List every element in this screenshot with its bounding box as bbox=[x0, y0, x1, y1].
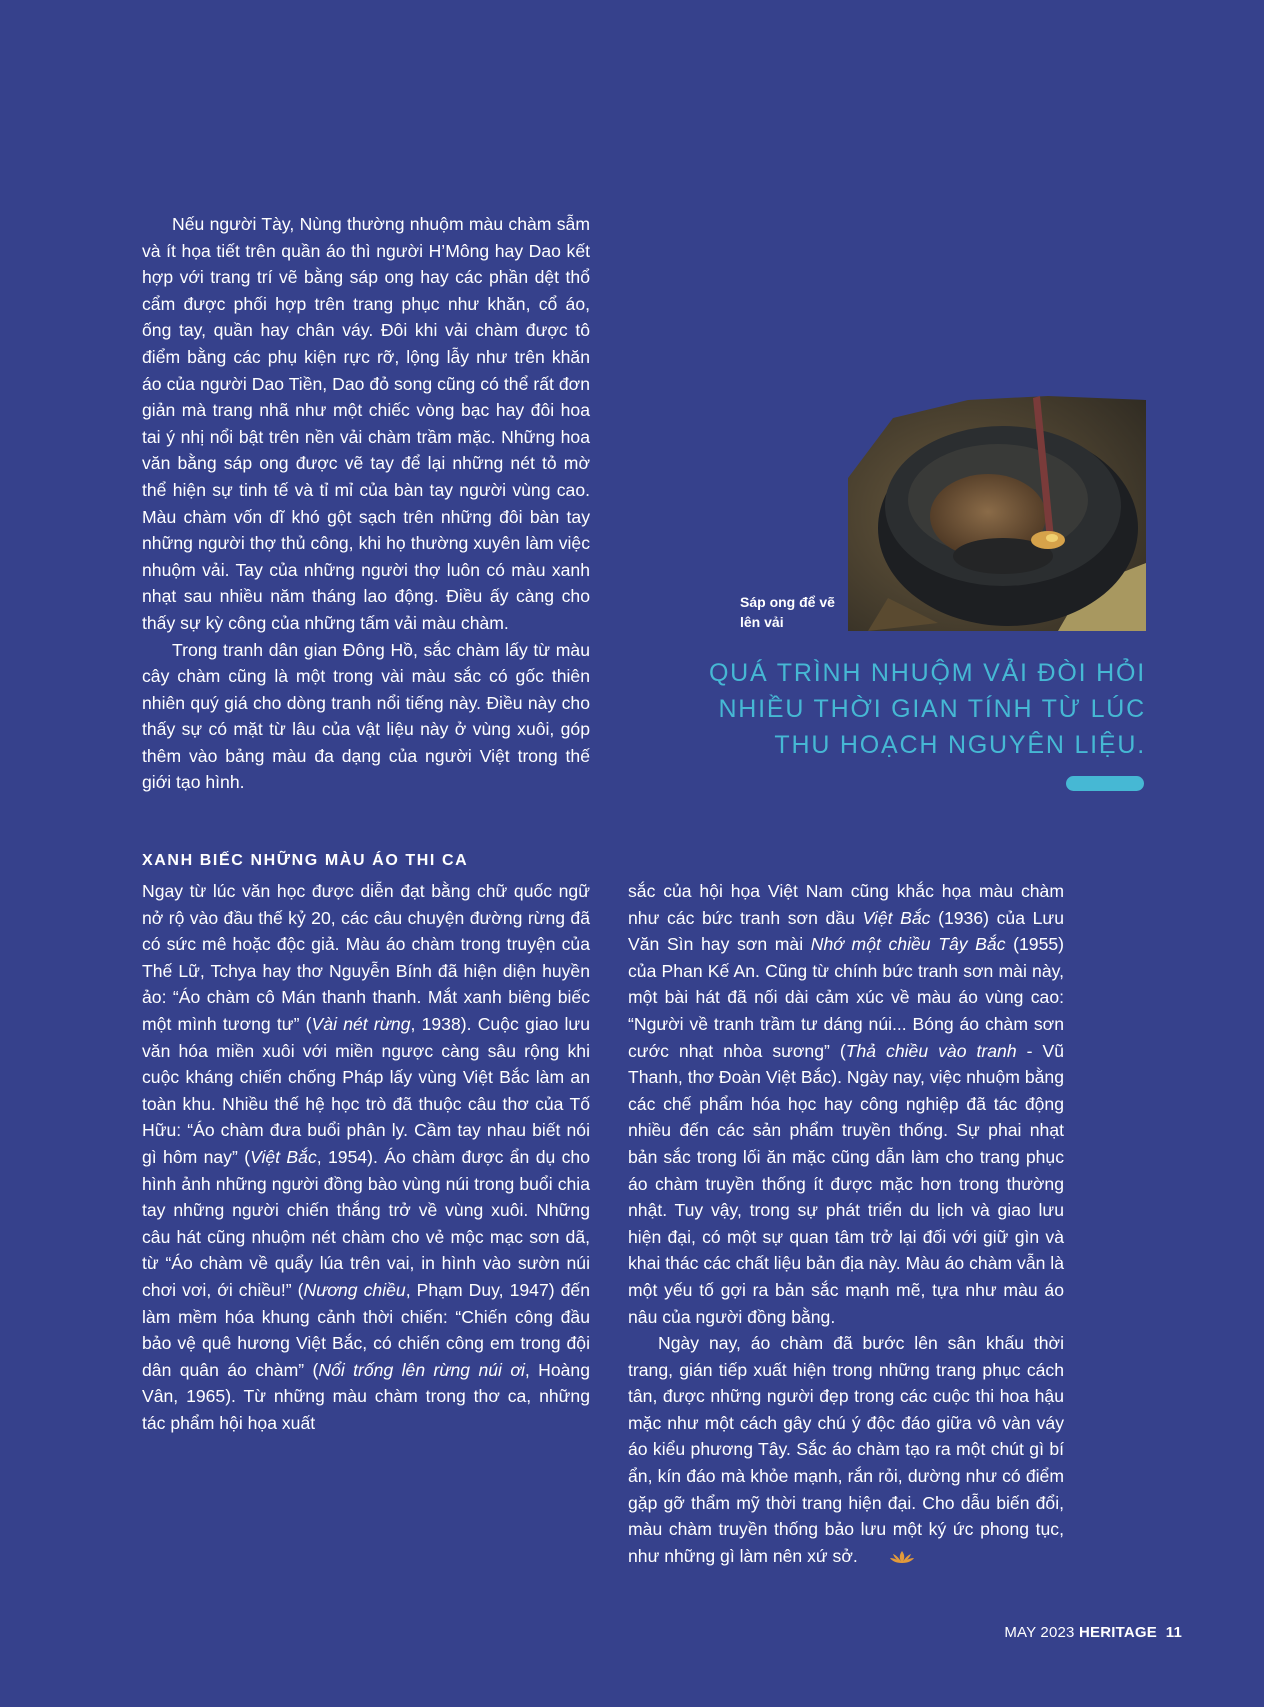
article-column-right bbox=[628, 878, 1064, 1571]
work-title: Thả chiều vào tranh bbox=[845, 1040, 1017, 1061]
work-title: Vài nét rừng bbox=[311, 1013, 411, 1034]
article-paragraph: Ngày nay, áo chàm đã bước lên sân khấu thời trang, gián tiếp xuất hiện trong những trang phục cách tân, được những người đẹp trong các cuộc thi hoa hậu mặc như một cách gây chú ý độc đáo giữa vô vàn váy áo kiểu phương Tây. Sắc áo chàm tạo ra một chút gì bí ẩn, kín đáo mà khỏe mạnh, rắn rỏi, dường như có điểm gặp gỡ thẩm mỹ thời trang hiện đại. Cho dẫu biến đổi, màu chàm truyền thống bảo lưu một ký ức phong tục, như những gì làm nên xứ sở. bbox=[628, 1330, 1064, 1571]
work-title: Nổi trống lên rừng núi ơi bbox=[318, 1359, 525, 1380]
work-title: Nương chiều bbox=[303, 1279, 406, 1300]
work-title: Việt Bắc bbox=[862, 907, 931, 928]
article-column-left bbox=[142, 878, 590, 1436]
article-intro-column bbox=[142, 211, 590, 796]
beeswax-pot-illustration bbox=[848, 388, 1146, 631]
work-title: Nhớ một chiều Tây Bắc bbox=[810, 934, 1006, 955]
work-title: Việt Bắc bbox=[250, 1146, 317, 1167]
article-paragraph: Nếu người Tày, Nùng thường nhuộm màu chàm sẫm và ít họa tiết trên quần áo thì người H’Mông hay Dao kết hợp với trang trí vẽ bằng sáp ong hay các phần dệt thổ cẩm được phối hợp trên trang phục như khăn, cổ áo, ống tay, quần hay chân váy. Đôi khi vải chàm được tô điểm bằng các phụ kiện rực rỡ, lộng lẫy như trên khăn áo của người Dao Tiền, Dao đỏ song cũng có thể rất đơn giản mà trang nhã như một chiếc vòng bạc hay đôi hoa tai ý nhị nổi bật trên nền vải chàm trầm mặc. Những hoa văn bằng sáp ong được vẽ tay để lại những nét tỏ mờ thể hiện sự tinh tế và tỉ mỉ của bàn tay người vùng cao. Màu chàm vốn dĩ khó gột sạch trên những đôi bàn tay những người thợ thủ công, khi họ thường xuyên làm việc nhuộm vải. Tay của những người thợ luôn có màu xanh nhạt sau nhiều năm tháng lao động. Điều ấy càng cho thấy sự kỳ công của những tấm vải màu chàm. bbox=[142, 214, 590, 633]
lotus-icon bbox=[860, 1545, 914, 1572]
magazine-name: HERITAGE bbox=[1078, 1624, 1157, 1641]
article-paragraph: Ngay từ lúc văn học được diễn đạt bằng chữ quốc ngữ nở rộ vào đầu thế kỷ 20, các câu chuyện đường rừng đã có sức mê hoặc độc giả. Màu áo chàm trong truyện của Thế Lữ, Tchya hay thơ Nguyễn Bính đã hiện diện huyền ảo: “Áo chàm cô Mán thanh thanh. Mắt xanh biêng biếc một mình tương tư” (Vài nét rừng, 1938). Cuộc giao lưu văn hóa miền xuôi với miền ngược càng sâu rộng khi cuộc kháng chiến chống Pháp lấy vùng Việt Bắc làm an toàn khu. Nhiều thế hệ học trò đã thuộc câu thơ của Tố Hữu: “Áo chàm đưa buổi phân ly. Cầm tay nhau biết nói gì hôm nay” (Việt Bắc, 1954). Áo chàm được ẩn dụ cho hình ảnh những người đồng bào vùng núi trong buổi chia tay những người chiến thắng trở về vùng xuôi. Những câu hát cũng nhuộm nét chàm cho vẻ mộc mạc sơn dã, từ “Áo chàm về quẩy lúa trên vai, in hình vào sườn núi chơi vơi, ới chiều!” (Nương chiều, Phạm Duy, 1947) đến làm mềm hóa khung cảnh thời chiến: “Chiến công đầu bảo vệ quê hương Việt Bắc, có chiến công em trong đội dân quân áo chàm” (Nổi trống lên rừng núi ơi, Hoàng Vân, 1965). Từ những màu chàm trong thơ ca, những tác phẩm hội họa xuất bbox=[142, 881, 591, 1433]
pull-quote: QUÁ TRÌNH NHUỘM VẢI ĐÒI HỎI NHIỀU THỜI GIAN TÍNH TỪ LÚC THU HOẠCH NGUYÊN LIỆU. bbox=[708, 659, 1146, 759]
photo-caption: Sáp ong để vẽ lên vải bbox=[740, 594, 835, 630]
page-footer bbox=[1004, 1624, 1182, 1641]
issue-date: MAY 2023 bbox=[1004, 1624, 1075, 1641]
section-heading: XANH BIẾC NHỮNG MÀU ÁO THI CA bbox=[142, 852, 469, 869]
pull-quote-accent-bar bbox=[1066, 776, 1144, 791]
beeswax-pot-photo bbox=[848, 388, 1146, 631]
page-number: 11 bbox=[1165, 1624, 1182, 1641]
article-paragraph: Trong tranh dân gian Đông Hồ, sắc chàm lấy từ màu cây chàm cũng là một trong vài màu sắc có gốc thiên nhiên quý giá cho dòng tranh nổi tiếng này. Điều này cho thấy sự có mặt từ lâu của vật liệu này ở vùng xuôi, góp thêm vào bảng màu đa dạng của người Việt trong thế giới tạo hình. bbox=[142, 639, 590, 793]
article-paragraph: sắc của hội họa Việt Nam cũng khắc họa màu chàm như các bức tranh sơn dầu Việt Bắc (1936) của Lưu Văn Sìn hay sơn mài Nhớ một chiều Tây Bắc (1955) của Phan Kế An. Cũng từ chính bức tranh sơn mài này, một bài hát đã nối dài cảm xúc về màu áo vùng cao: “Người về tranh trầm tư dáng núi... Bóng áo chàm sơn cước nhạt nhòa sương” (Thả chiều vào tranh - Vũ Thanh, thơ Đoàn Việt Bắc). Ngày nay, việc nhuộm bằng các chế phẩm hóa học hay công nghiệp đã tác động nhiều đến các sản phẩm truyền thống. Sự phai nhạt bản sắc trong lối ăn mặc cũng dẫn làm cho trang phục áo chàm truyền thống ít được mặc hơn trong thường nhật. Tuy vậy, trong sự phát triển du lịch và giao lưu hiện đại, có một sự quan tâm trở lại đối với giữ gìn và khai thác các chất liệu bản địa này. Màu áo chàm vẫn là một yếu tố gợi ra bản sắc mạnh mẽ, tựa như màu áo nâu của người đồng bằng. bbox=[628, 881, 1065, 1327]
